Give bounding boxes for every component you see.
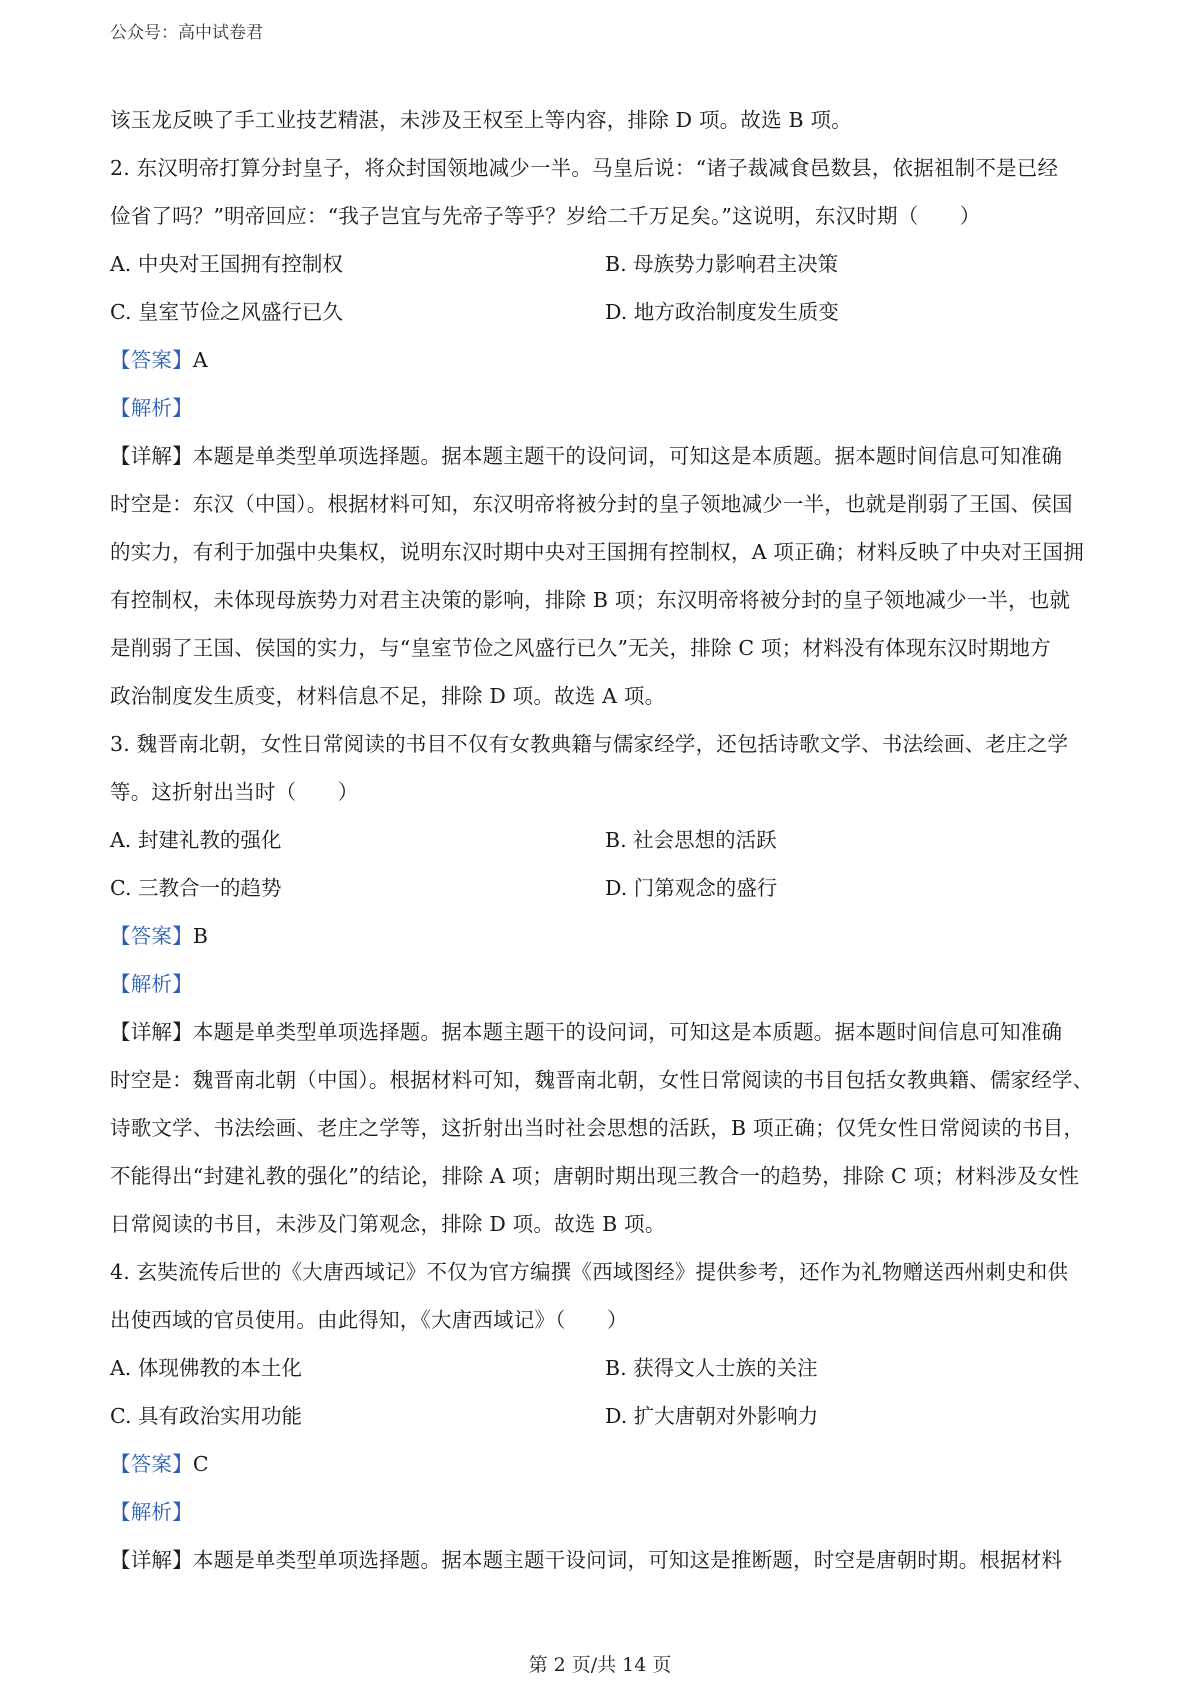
question-3-detail-line-2: 时空是：魏晋南北朝（中国）。根据材料可知，魏晋南北朝，女性日常阅读的书目包括女教典籍、儒家经学、: [110, 1068, 1094, 1092]
detail-text: 本题是单类型单项选择题。据本题主题干的设问词，可知这是本质题。据本题时间信息可知准确: [192, 1020, 1063, 1044]
detail-tag: 【详解】: [110, 444, 193, 468]
question-3-option-c: C. 三教合一的趋势: [110, 876, 282, 900]
question-3-detail-line-5: 日常阅读的书目，未涉及门第观念，排除 D 项。故选 B 项。: [110, 1212, 666, 1236]
question-3-analysis: [110, 960, 1100, 1008]
question-4: [110, 1248, 1100, 1584]
question-2-option-b: B. 母族势力影响君主决策: [605, 252, 839, 276]
question-4-stem-line-1: 4. 玄奘流传后世的《大唐西域记》不仅为官方编撰《西域图经》提供参考，还作为礼物赠送西州刺史和供: [110, 1260, 1069, 1284]
question-2-option-a: A. 中央对王国拥有控制权: [110, 252, 343, 276]
detail-tag: 【详解】: [110, 1020, 193, 1044]
analysis-tag: 【解析】: [110, 396, 193, 420]
intro-text: 该玉龙反映了手工业技艺精湛，未涉及王权至上等内容，排除 D 项。故选 B 项。: [110, 108, 852, 132]
question-3-stem-line-1: 3. 魏晋南北朝，女性日常阅读的书目不仅有女教典籍与儒家经学，还包括诗歌文学、书法绘画、老庄之学: [110, 732, 1069, 756]
question-2: [110, 144, 1100, 720]
detail-tag: 【详解】: [110, 1548, 193, 1572]
question-4-analysis: [110, 1488, 1100, 1536]
question-2-detail-line-5: 是削弱了王国、侯国的实力，与“皇室节俭之风盛行已久”无关，排除 C 项；材料没有体现东汉时期地方: [110, 636, 1051, 660]
question-3-detail-line-3: 诗歌文学、书法绘画、老庄之学等，这折射出当时社会思想的活跃，B 项正确；仅凭女性日常阅读的书目，: [110, 1116, 1085, 1140]
answer-value: A: [192, 348, 208, 372]
question-3-detail-line-1: [110, 1008, 1100, 1056]
question-2-detail-line-3: 的实力，有利于加强中央集权，说明东汉时期中央对王国拥有控制权，A 项正确；材料反映了中央对王国拥: [110, 540, 1084, 564]
question-2-detail-line-1: [110, 432, 1100, 480]
question-4-detail-line-1: [110, 1536, 1100, 1584]
question-4-stem-line-2: 出使西域的官员使用。由此得知，《大唐西域记》（ ）: [110, 1308, 628, 1332]
question-4-options-row-2: [110, 1392, 1100, 1440]
question-2-option-d: D. 地方政治制度发生质变: [605, 300, 839, 324]
page-number: 第 2 页/共 14 页: [528, 1654, 672, 1676]
question-3-option-b: B. 社会思想的活跃: [605, 828, 777, 852]
question-2-detail-line-6: 政治制度发生质变，材料信息不足，排除 D 项。故选 A 项。: [110, 684, 666, 708]
answer-value: B: [192, 924, 209, 948]
question-2-detail-line-2: 时空是：东汉（中国）。根据材料可知，东汉明帝将被分封的皇子领地减少一半，也就是削弱了王国、侯国: [110, 492, 1073, 516]
question-2-answer: [110, 336, 1100, 384]
question-2-stem-line-1: 2. 东汉明帝打算分封皇子，将众封国领地减少一半。马皇后说：“诸子裁减食邑数县，依据祖制不是已经: [110, 156, 1059, 180]
answer-value: C: [192, 1452, 209, 1476]
analysis-tag: 【解析】: [110, 972, 193, 996]
answer-tag: 【答案】: [110, 348, 193, 372]
analysis-tag: 【解析】: [110, 1500, 193, 1524]
question-3-detail-line-4: 不能得出“封建礼教的强化”的结论，排除 A 项；唐朝时期出现三教合一的趋势，排除 C 项；材料涉及女性: [110, 1164, 1080, 1188]
page-header: 公众号：高中试卷君: [110, 23, 263, 43]
question-4-answer: [110, 1440, 1100, 1488]
answer-tag: 【答案】: [110, 924, 193, 948]
detail-text: 本题是单类型单项选择题。据本题主题干设问词，可知这是推断题，时空是唐朝时期。根据材料: [192, 1548, 1063, 1572]
question-3-options-row-1: [110, 816, 1100, 864]
question-2-options-row-2: [110, 288, 1100, 336]
question-3-options-row-2: [110, 864, 1100, 912]
question-3: [110, 720, 1100, 1248]
question-2-options-row-1: [110, 240, 1100, 288]
question-2-analysis: [110, 384, 1100, 432]
question-3-answer: [110, 912, 1100, 960]
question-4-option-b: B. 获得文人士族的关注: [605, 1356, 818, 1380]
question-4-options-row-1: [110, 1344, 1100, 1392]
question-2-detail-line-4: 有控制权，未体现母族势力对君主决策的影响，排除 B 项；东汉明帝将被分封的皇子领地减少一半，也就: [110, 588, 1071, 612]
question-3-option-a: A. 封建礼教的强化: [110, 828, 282, 852]
page-content: [110, 96, 1100, 1584]
question-4-option-c: C. 具有政治实用功能: [110, 1404, 302, 1428]
detail-text: 本题是单类型单项选择题。据本题主题干的设问词，可知这是本质题。据本题时间信息可知准确: [192, 444, 1063, 468]
question-3-option-d: D. 门第观念的盛行: [605, 876, 778, 900]
question-4-option-a: A. 体现佛教的本土化: [110, 1356, 302, 1380]
answer-tag: 【答案】: [110, 1452, 193, 1476]
question-2-stem-line-2: 俭省了吗？”明帝回应：“我子岂宜与先帝子等乎？岁给二千万足矣。”这说明，东汉时期（ ）: [110, 204, 981, 228]
question-4-option-d: D. 扩大唐朝对外影响力: [605, 1404, 819, 1428]
question-3-stem-line-2: 等。这折射出当时（ ）: [110, 780, 359, 804]
question-2-option-c: C. 皇室节俭之风盛行已久: [110, 300, 343, 324]
